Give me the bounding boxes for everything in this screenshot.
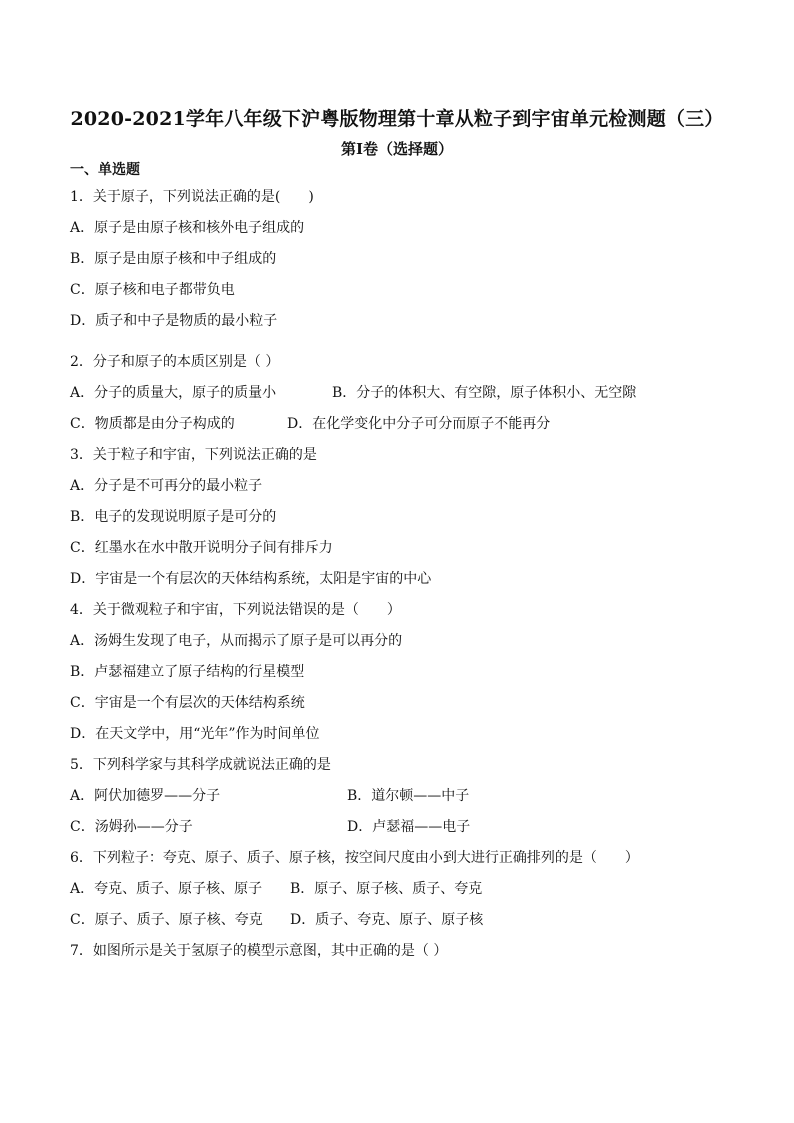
q6-option-d: D．质子、夸克、原子、原子核 bbox=[290, 912, 484, 928]
q2-options-row-1 bbox=[70, 378, 730, 409]
q6-stem: 6．下列粒子：夸克、原子、质子、原子核，按空间尺度由小到大进行正确排列的是（ ） bbox=[70, 850, 639, 866]
q7-stem: 7．如图所示是关于氢原子的模型示意图，其中正确的是（ ） bbox=[70, 943, 448, 959]
q6-option-b: B．原子、原子核、质子、夸克 bbox=[290, 881, 483, 897]
q2-option-a: A．分子的质量大，原子的质量小 bbox=[70, 385, 277, 401]
q3-stem: 3．关于粒子和宇宙，下列说法正确的是 bbox=[70, 447, 317, 463]
section-heading: 一、单选题 bbox=[70, 162, 140, 178]
q3-option-c: C．红墨水在水中散开说明分子间有排斥力 bbox=[70, 540, 333, 556]
q5-option-b: B．道尔顿——中子 bbox=[347, 788, 470, 804]
q5-option-a: A．阿伏加德罗——分子 bbox=[70, 788, 221, 804]
q2-option-b: B．分子的体积大、有空隙，原子体积小、无空隙 bbox=[332, 385, 637, 401]
q4-option-a: A．汤姆生发现了电子，从而揭示了原子是可以再分的 bbox=[70, 633, 403, 649]
q2-option-d: D．在化学变化中分子可分而原子不能再分 bbox=[287, 416, 551, 432]
q5-options-row-2 bbox=[70, 812, 730, 843]
q5-options-row-1 bbox=[70, 781, 730, 812]
q4-option-d: D．在天文学中，用“光年”作为时间单位 bbox=[70, 726, 320, 742]
q5-option-c: C．汤姆孙——分子 bbox=[70, 819, 193, 835]
q4-option-c: C．宇宙是一个有层次的天体结构系统 bbox=[70, 695, 305, 711]
q2-option-c: C．物质都是由分子构成的 bbox=[70, 416, 235, 432]
q3-option-b: B．电子的发现说明原子是可分的 bbox=[70, 509, 277, 525]
q3-option-a: A．分子是不可再分的最小粒子 bbox=[70, 478, 263, 494]
q1-option-c: C．原子核和电子都带负电 bbox=[70, 282, 235, 298]
q3-option-d: D．宇宙是一个有层次的天体结构系统，太阳是宇宙的中心 bbox=[70, 571, 432, 587]
q6-options-row-2 bbox=[70, 905, 730, 936]
q1-option-d: D．质子和中子是物质的最小粒子 bbox=[70, 313, 278, 329]
q6-option-a: A．夸克、质子、原子核、原子 bbox=[70, 881, 263, 897]
q5-stem: 5．下列科学家与其科学成就说法正确的是 bbox=[70, 757, 331, 773]
question-list bbox=[70, 158, 730, 967]
q2-stem: 2．分子和原子的本质区别是（ ） bbox=[70, 354, 280, 370]
page-title: 2020-2021学年八年级下沪粤版物理第十章从粒子到宇宙单元检测题（三） bbox=[70, 108, 724, 130]
q2-options-row-2 bbox=[70, 409, 730, 440]
q4-stem: 4．关于微观粒子和宇宙，下列说法错误的是（ ） bbox=[70, 602, 401, 618]
q1-option-a: A．原子是由原子核和核外电子组成的 bbox=[70, 220, 305, 236]
q6-options-row-1 bbox=[70, 874, 730, 905]
q6-option-c: C．原子、质子、原子核、夸克 bbox=[70, 912, 263, 928]
q1-option-b: B．原子是由原子核和中子组成的 bbox=[70, 251, 277, 267]
q1-stem: 1．关于原子，下列说法正确的是( ) bbox=[70, 189, 314, 205]
q4-option-b: B．卢瑟福建立了原子结构的行星模型 bbox=[70, 664, 305, 680]
q5-option-d: D．卢瑟福——电子 bbox=[347, 819, 471, 835]
volume-subtitle: 第I卷（选择题） bbox=[340, 140, 454, 158]
